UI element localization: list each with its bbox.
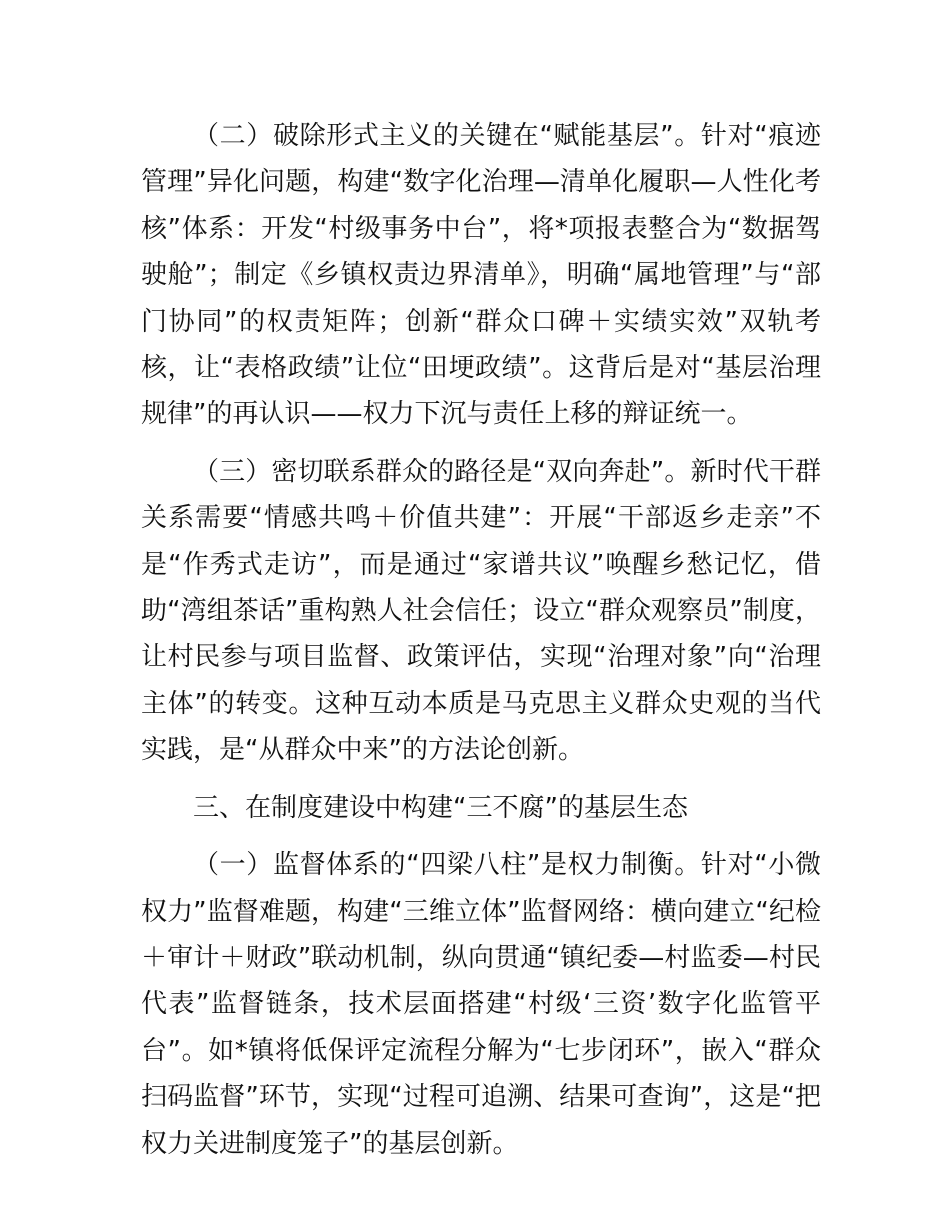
- paragraph-three: （三）密切联系群众的路径是“双向奔赴”。新时代干群关系需要“情感共鸣＋价值共建”：开展“干部返乡走亲”不是“作秀式走访”，而是通过“家谱共议”唤醒乡愁记忆，借助“湾组茶话”重构熟人社会信任；设立“群众观察员”制度，让村民参与项目监督、政策评估，实现“治理对象”向“治理主体”的转变。这种互动本质是马克思主义群众史观的当代实践，是“从群众中来”的方法论创新。: [141, 456, 821, 766]
- section-heading: 三、在制度建设中构建“三不腐”的基层生态: [193, 792, 688, 823]
- document-body: [141, 113, 821, 1178]
- paragraph-two: （二）破除形式主义的关键在“赋能基层”。针对“痕迹管理”异化问题，构建“数字化治理—清单化履职—人性化考核”体系：开发“村级事务中台”，将*项报表整合为“数据驾驶舱”；制定《乡镇权责边界清单》，明确“属地管理”与“部门协同”的权责矩阵；创新“群众口碑＋实绩实效”双轨考核，让“表格政绩”让位“田埂政绩”。这背后是对“基层治理规律”的再认识——权力下沉与责任上移的辩证统一。: [141, 121, 821, 430]
- paragraph-one: （一）监督体系的“四梁八柱”是权力制衡。针对“小微权力”监督难题，构建“三维立体”监督网络：横向建立“纪检＋审计＋财政”联动机制，纵向贯通“镇纪委—村监委—村民代表”监督链条，技术层面搭建“村级‘三资’数字化监管平台”。如*镇将低保评定流程分解为“七步闭环”，嵌入“群众扫码监督”环节，实现“过程可追溯、结果可查询”，这是“把权力关进制度笼子”的基层创新。: [141, 850, 821, 1159]
